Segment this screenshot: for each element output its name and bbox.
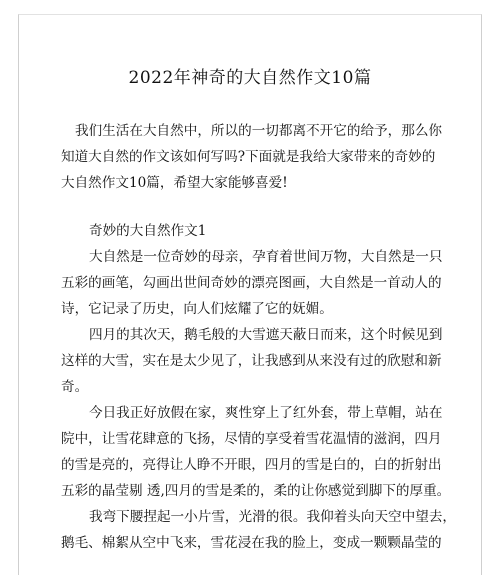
- paragraph-line: 的雪是亮的，亮得让人睁不开眼，四月的雪是白的，白的折射出: [61, 457, 442, 473]
- paragraph-line: 我弯下腰捏起一小片雪，光滑的很。我仰着头向天空中望去，: [89, 509, 457, 525]
- paragraph-line: 院中，让雪花肆意的飞扬，尽情的享受着雪花温情的滋润，四月: [61, 431, 442, 447]
- paragraph-line: 今日我正好放假在家，爽性穿上了红外套，带上草帽，站在: [89, 405, 443, 421]
- body-paragraph: [61, 244, 456, 322]
- intro-paragraph: [61, 118, 456, 196]
- document-page: [18, 14, 482, 575]
- intro-line: 大自然作文10篇，希望大家能够喜爱!: [61, 175, 288, 191]
- intro-line: 知道大自然的作文该如何写吗?下面就是我给大家带来的奇妙的: [61, 149, 436, 165]
- paragraph-line: 诗，它记录了历史，向人们炫耀了它的妩媚。: [61, 301, 333, 317]
- body-paragraph: [61, 322, 456, 400]
- paragraph-line: 五彩的画笔，勾画出世间奇妙的漂亮图画，大自然是一首动人的: [61, 275, 442, 291]
- section-heading: 奇妙的大自然作文1: [89, 223, 207, 239]
- paragraph-line: 四月的其次天，鹅毛般的大雪遮天蔽日而来，这个时候见到: [89, 327, 443, 343]
- paragraph-line: 这样的大雪，实在是太少见了，让我感到从来没有过的欣慰和新: [61, 353, 442, 369]
- paragraph-line: 五彩的晶莹剔 透,四月的雪是柔的，柔的让你感觉到脚下的厚重。: [61, 483, 451, 499]
- paragraph-line: 大自然是一位奇妙的母亲，孕育着世间万物，大自然是一只: [89, 249, 443, 265]
- body-paragraph: [61, 400, 456, 504]
- body-paragraph: [61, 504, 456, 556]
- paragraph-line: 鹅毛、棉絮从空中飞来，雪花浸在我的脸上，变成一颗颗晶莹的: [61, 535, 442, 551]
- document-title: 2022年神奇的大自然作文10篇: [128, 68, 372, 88]
- paragraph-line: 奇。: [61, 379, 89, 395]
- intro-line: 我们生活在大自然中，所以的一切都离不开它的给予，那么你: [75, 123, 443, 139]
